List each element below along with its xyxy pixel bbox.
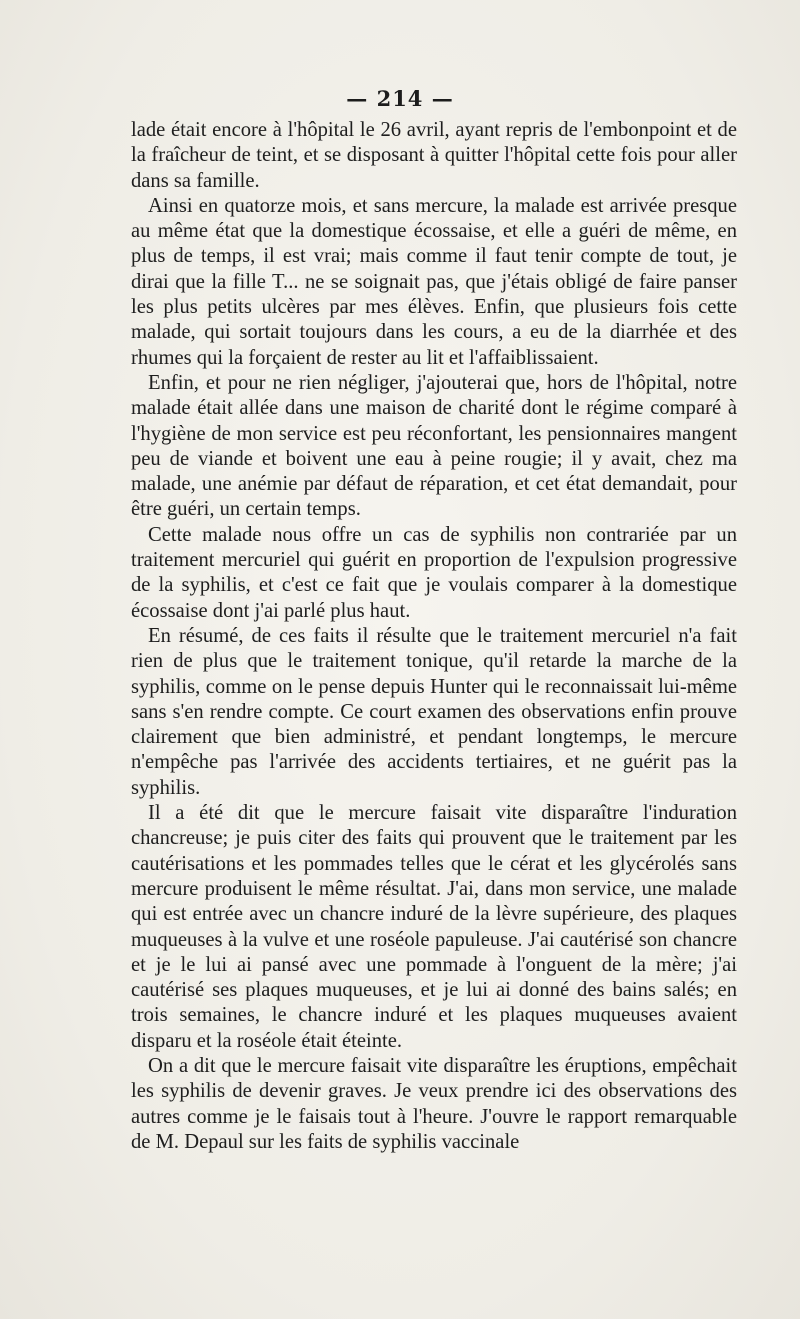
paragraph: Cette malade nous offre un cas de syphilis non contrariée par un traitement mercuriel qui guérit en proportion de l'expulsion progressive de la syphilis, et c'est ce fait que je voulais comparer à la domestique écossaise dont j'ai parlé plus haut.	[131, 523, 737, 622]
paragraph: En résumé, de ces faits il résulte que le traitement mercuriel n'a fait rien de plus que le traitement tonique, qu'il retarde la marche de la syphilis, comme on le pense depuis Hunter qui le reconnaissait lui-même sans s'en rendre compte. Ce court examen des observations enfin prouve clairement que bien administré, et pendant longtemps, le mercure n'empêche pas l'arrivée des accidents tertiaires, et ne guérit pas la syphilis.	[131, 624, 737, 799]
paragraph: lade était encore à l'hôpital le 26 avril, ayant repris de l'embonpoint et de la fraîcheur de teint, et se disposant à quitter l'hôpital cette fois pour aller dans sa famille.	[131, 119, 737, 192]
body-text	[131, 118, 737, 1155]
page-number: — 214 —	[346, 86, 454, 111]
paragraph: Enfin, et pour ne rien négliger, j'ajouterai que, hors de l'hôpital, notre malade était allée dans une maison de charité dont le régime comparé à l'hygiène de mon service est peu réconfortant, les pensionnaires mangent peu de viande et boivent une eau à peine rougie; il y avait, chez ma malade, une anémie par défaut de réparation, et cet état demandait, pour être guéri, un certain temps.	[131, 371, 737, 521]
paragraph: Ainsi en quatorze mois, et sans mercure, la malade est arrivée presque au même état que la domestique écossaise, et elle a guéri de même, en plus de temps, il est vrai; mais comme il faut tenir compte de tout, je dirai que la fille T... ne se soignait pas, que j'étais obligé de faire panser les plus petits ulcères par mes élèves. Enfin, que plusieurs fois cette malade, qui sortait toujours dans les cours, a eu de la diarrhée et des rhumes qui la forçaient de rester au lit et l'affaiblissaient.	[131, 194, 737, 369]
paragraph: Il a été dit que le mercure faisait vite disparaître l'induration chancreuse; je puis citer des faits qui prouvent que le traitement par les cautérisations et les pommades telles que le cérat et les glycérolés sans mercure produisent le même résultat. J'ai, dans mon service, une malade qui est entrée avec un chancre induré de la lèvre supérieure, des plaques muqueuses à la vulve et une roséole papuleuse. J'ai cautérisé son chancre et je le lui ai pansé avec une pommade à l'onguent de la mère; j'ai cautérisé ses plaques muqueuses, et je lui ai donné des bains salés; en trois semaines, le chancre induré et les plaques muqueuses avaient disparu et la roséole était éteinte.	[131, 802, 737, 1052]
paragraph: On a dit que le mercure faisait vite disparaître les éruptions, empêchait les syphilis de devenir graves. Je veux prendre ici des observations des autres comme je le faisais tout à l'heure. J'ouvre le rapport remarquable de M. Depaul sur les faits de syphilis vaccinale	[131, 1054, 737, 1153]
